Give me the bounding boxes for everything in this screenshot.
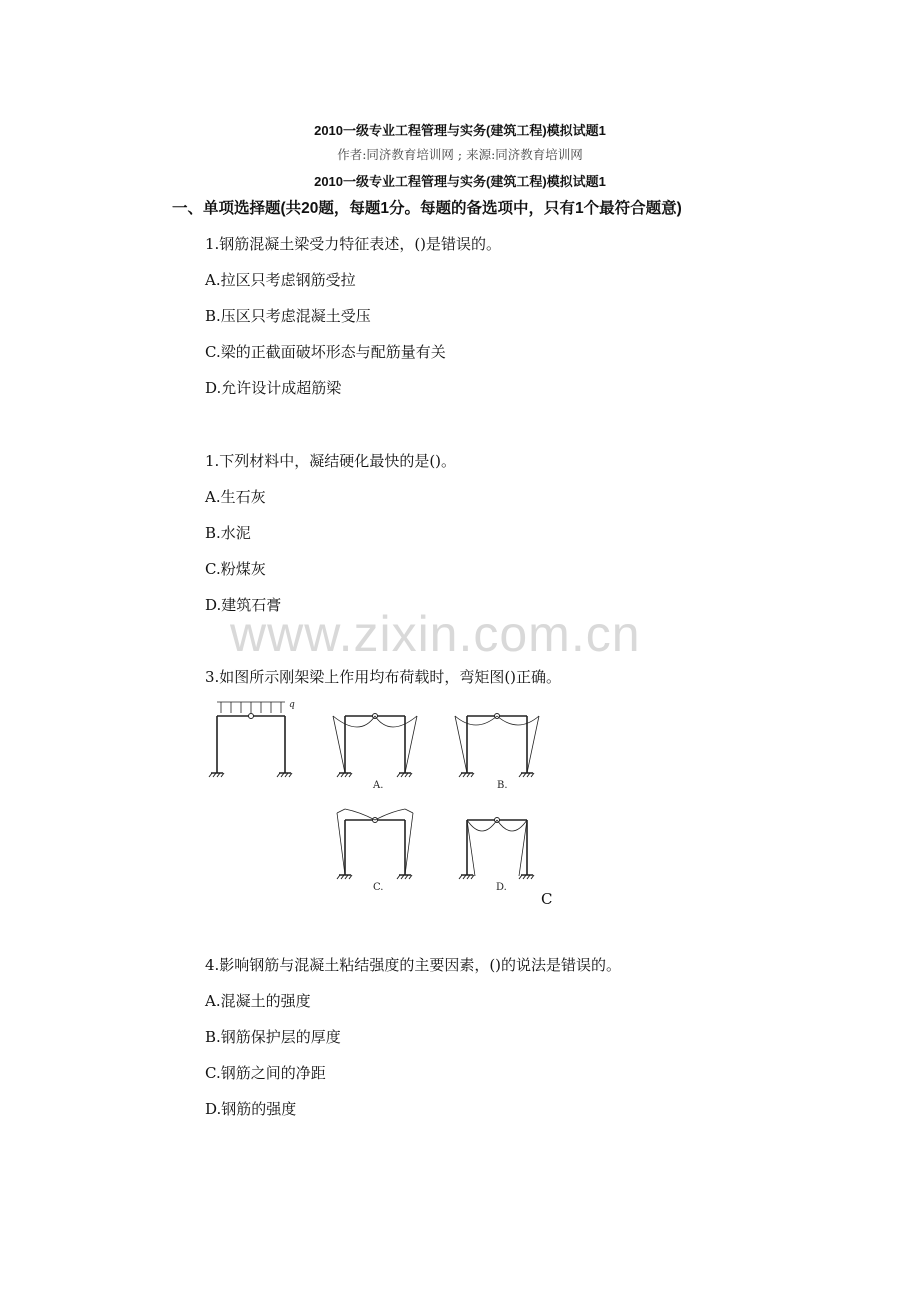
q2-option-b: B.水泥 xyxy=(205,524,251,542)
q1-option-a: A.拉区只考虑钢筋受拉 xyxy=(205,271,356,289)
q4-option-b: B.钢筋保护层的厚度 xyxy=(205,1028,341,1046)
diagram-b xyxy=(455,714,539,778)
q1-stem: 1.钢筋混凝土梁受力特征表述，()是错误的。 xyxy=(205,235,502,253)
q1-option-b: B.压区只考虑混凝土受压 xyxy=(205,307,371,325)
q3-stem: 3.如图所示刚架梁上作用均布荷载时，弯矩图()正确。 xyxy=(205,668,562,686)
watermark: www.zixin.com.cn xyxy=(230,606,641,662)
diagram-c xyxy=(337,809,413,879)
doc-title-repeat: 2010一级专业工程管理与实务(建筑工程)模拟试题1 xyxy=(314,174,606,189)
q2-stem: 1.下列材料中，凝结硬化最快的是()。 xyxy=(205,452,457,470)
label-d: D. xyxy=(496,882,507,893)
section-heading: 一、单项选择题(共20题，每题1分。每题的备选项中，只有1个最符合题意) xyxy=(172,200,682,217)
q2-option-d: D.建筑石膏 xyxy=(205,596,282,614)
q2-option-a: A.生石灰 xyxy=(205,488,266,506)
label-a: A. xyxy=(373,780,384,791)
diagram-d xyxy=(459,818,534,880)
label-b: B. xyxy=(497,780,508,791)
diagram-a xyxy=(333,714,417,778)
q4-option-d: D.钢筋的强度 xyxy=(205,1100,297,1118)
q3-answer: C xyxy=(541,890,553,908)
doc-title: 2010一级专业工程管理与实务(建筑工程)模拟试题1 xyxy=(314,123,606,138)
label-c: C. xyxy=(373,882,384,893)
load-label: q xyxy=(289,700,295,710)
q2-option-c: C.粉煤灰 xyxy=(205,560,266,578)
q1-option-d: D.允许设计成超筋梁 xyxy=(205,379,342,397)
q4-stem: 4.影响钢筋与混凝土粘结强度的主要因素，()的说法是错误的。 xyxy=(205,956,622,974)
q4-option-a: A.混凝土的强度 xyxy=(205,992,311,1010)
doc-byline: 作者:同济教育培训网 ; 来源:同济教育培训网 xyxy=(337,147,583,162)
loaded-frame-diagram xyxy=(209,702,292,777)
frame-moment-figure xyxy=(205,700,565,905)
q4-option-c: C.钢筋之间的净距 xyxy=(205,1064,326,1082)
q1-option-c: C.梁的正截面破坏形态与配筋量有关 xyxy=(205,343,446,361)
